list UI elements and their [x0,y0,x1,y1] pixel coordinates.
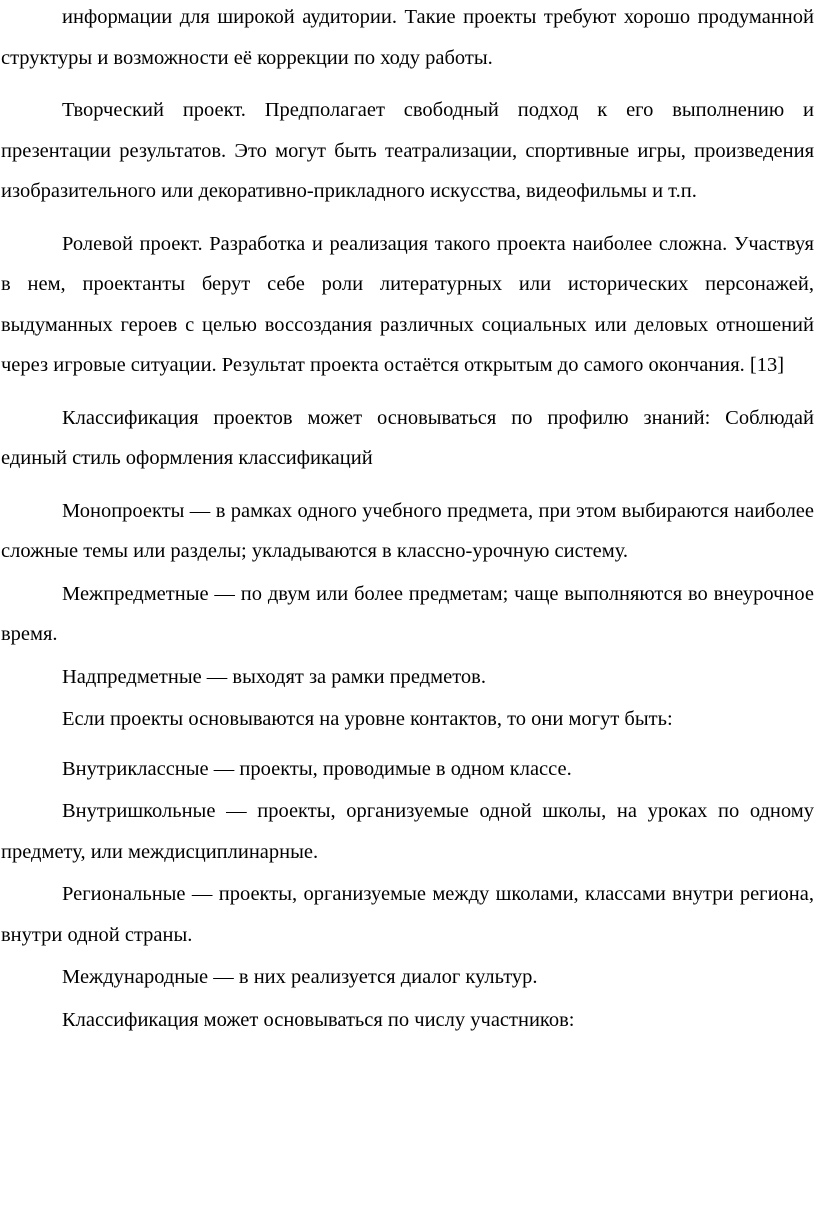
paragraph-supra-subject: Надпредметные — выходят за рамки предметов. [62,665,486,688]
paragraph-contact-level: Если проекты основываются на уровне контактов, то они могут быть: [62,708,673,730]
paragraph-role-project: Ролевой проект. Разработка и реализация такого проекта наиболее сложна. Участвуя в нем, проектанты берут себе роли литературных или исторических персонажей, выдуманных героев с целью воссоздания различных социальных или деловых отношений через игровые ситуации. Результат проекта остаётся открытым до самого окончания. [13] [1,232,814,376]
paragraph-participants: Классификация может основываться по числу участников: [62,1008,575,1031]
paragraph-classification-knowledge: Классификация проектов может основываться по профилю знаний: Соблюдай единый стиль оформления классификаций [1,406,814,469]
paragraph-intraschool: Внутришкольные — проекты, организуемые одной школы, на уроках по одному предмету, или междисциплинарные. [1,800,814,863]
paragraph-interdisciplinary: Межпредметные — по двум или более предметам; чаще выполняются во внеурочное время. [1,582,814,645]
paragraph-intraclass: Внутриклассные — проекты, проводимые в одном классе. [62,757,572,780]
paragraph-continuation: информации для широкой аудитории. Такие проекты требуют хорошо продуманной структуры и возможности её коррекции по ходу работы. [1,6,814,69]
paragraph-creative-project: Творческий проект. Предполагает свободный подход к его выполнению и презентации результатов. Это могут быть театрализации, спортивные игры, произведения изобразительного или декоративно-прикладного искусства, видеофильмы и т.п. [1,99,814,202]
paragraph-regional: Региональные — проекты, организуемые между школами, классами внутри региона, внутри одной страны. [1,883,814,946]
paragraph-international: Международные — в них реализуется диалог культур. [62,966,538,988]
paragraph-monoprojects: Монопроекты — в рамках одного учебного предмета, при этом выбираются наиболее сложные темы или разделы; укладываются в классно-урочную систему. [1,499,814,562]
